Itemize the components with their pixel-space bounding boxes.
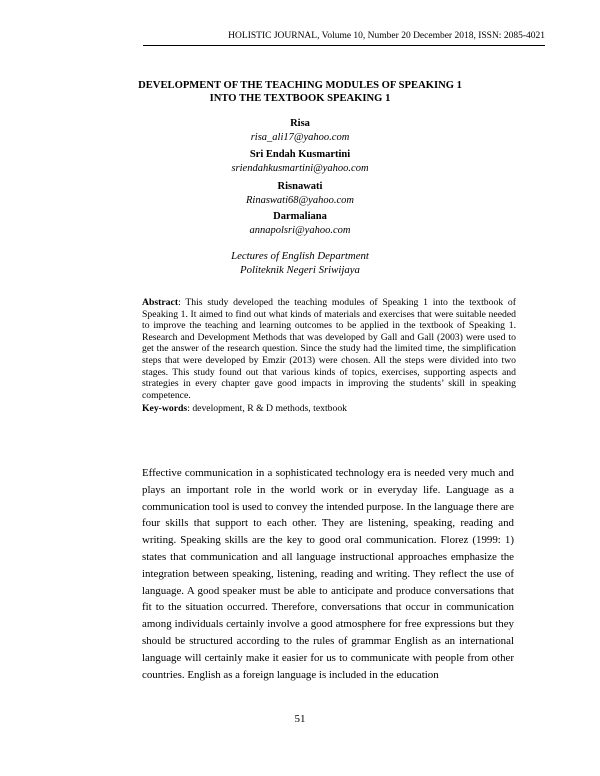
- author-name: Darmaliana: [273, 211, 327, 222]
- page-number: 51: [294, 713, 306, 725]
- keywords: [142, 403, 516, 415]
- author-name: Sri Endah Kusmartini: [249, 149, 351, 160]
- header-rule: [143, 45, 545, 46]
- author-2: [140, 148, 460, 175]
- affiliation-institution: Politeknik Negeri Sriwijaya: [240, 264, 360, 276]
- body-paragraph: Effective communication in a sophisticated technology era is needed very much and plays an important role in the world work or in everyday life. Language as a communication tool is used to convey the intended purpose. In the language there are four skills that support to each other. They are listening, speaking, reading and writing. Speaking skills are the key to good oral communication. Florez (1999: 1) states that communication and all language instructional approaches emphasize the integration between speaking, listening, reading and writing. They reflect the use of language. A good speaker must be able to anticipate and produce conversations that fit to the situation occurred. Therefore, conversations that occur in communication among individuals certainly involve a good atmosphere for free expressions but they should be structured according to the rules of grammar English as an international language will certainly make it easier for us to communicate with people from other countries. English as a foreign language is included in the education: [142, 467, 514, 681]
- author-3: [140, 180, 460, 207]
- affiliation: [140, 249, 460, 277]
- author-email: sriendahkusmartini@yahoo.com: [231, 162, 369, 174]
- abstract: [142, 297, 516, 401]
- author-email: risa_ali17@yahoo.com: [250, 131, 350, 143]
- abstract-label: Abstract: [142, 297, 179, 308]
- keywords-label: Key-words: [142, 403, 188, 414]
- author-name: Risnawati: [277, 181, 323, 192]
- paper-title-line-2: INTO THE TEXTBOOK SPEAKING 1: [209, 93, 391, 105]
- keywords-text: : development, R & D methods, textbook: [187, 403, 348, 414]
- author-name: Risa: [290, 118, 310, 129]
- paper-title: [105, 79, 495, 105]
- paper-title-line-1: DEVELOPMENT OF THE TEACHING MODULES OF SPEAKING 1: [138, 80, 462, 91]
- affiliation-department: Lectures of English Department: [231, 250, 369, 262]
- author-email: Rinaswati68@yahoo.com: [246, 194, 354, 206]
- author-1: [140, 117, 460, 144]
- author-4: [140, 210, 460, 237]
- abstract-text: : This study developed the teaching modules of Speaking 1 into the textbook of Speaking 1. It aimed to find out what kinds of materials and exercises that were suitable needed to improve the teaching and learning outcomes to be applied in the textbook of Speaking 1. Research and Development Methods that was developed by Gall and Gall (2003) were used to get the answer of the research question. Since the study had the limited time, the simplification steps that were developed by Emzir (2013) were chosen. All the steps were divided into two stages. This study found out that various kinds of topics, exercises, supporting aspects and strategies in every chapter gave good impacts in improving the students’ skill in speaking competence.: [142, 297, 516, 401]
- author-email: annapolsri@yahoo.com: [249, 224, 351, 236]
- running-header: HOLISTIC JOURNAL, Volume 10, Number 20 December 2018, ISSN: 2085-4021: [228, 31, 545, 41]
